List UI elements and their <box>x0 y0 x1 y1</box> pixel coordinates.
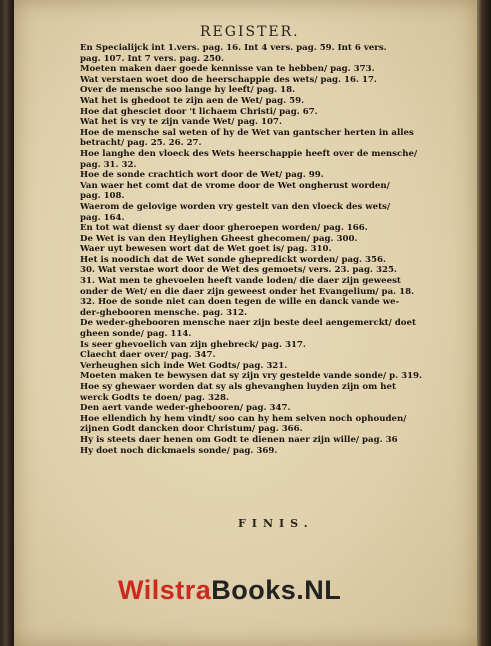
watermark-part2: Books.NL <box>211 575 342 605</box>
register-line: gheen sonde/ pag. 114. <box>80 329 192 340</box>
register-line: zijnen Godt dancken door Christum/ pag. 366. <box>80 424 303 435</box>
register-line: 32. Hoe de sonde niet can doen tegen de wille en danck vande we- <box>80 297 400 308</box>
register-line: En Specialijck int 1.vers. pag. 16. Int 4 vers. pag. 59. Int 6 vers. <box>80 43 387 53</box>
register-line: De weder-ghebooren mensche naer zijn beste deel aengemerckt/ doet <box>80 318 416 329</box>
page-header: REGISTER. <box>200 24 300 40</box>
watermark <box>118 575 418 606</box>
register-line: 30. Wat verstae wort door de Wet des gemoets/ vers. 23. pag. 325. <box>80 265 397 276</box>
register-line: De Wet is van den Heylighen Gheest ghecomen/ pag. 300. <box>80 233 358 244</box>
register-line: pag. 107. Int 7 vers. pag. 250. <box>80 53 225 64</box>
register-line: Over de mensche soo lange hy leeft/ pag. 18. <box>80 85 296 96</box>
register-line: Hoe langhe den vloeck des Wets heerschappie heeft over de mensche/ <box>80 148 418 159</box>
register-line: Hoe de sonde crachtich wort door de Wet/ pag. 99. <box>80 170 324 181</box>
register-line: onder de Wet/ en die daer zijn geweest onder het Evangelium/ pa. 18. <box>80 286 415 297</box>
register-line: pag. 31. 32. <box>80 159 137 170</box>
register-line: Het is noodich dat de Wet sonde ghepredickt worden/ pag. 356. <box>80 254 386 265</box>
register-line: Verheughen sich inde Wet Godts/ pag. 321. <box>80 360 288 371</box>
register-line: werck Godts te doen/ pag. 328. <box>80 392 229 403</box>
register-text <box>80 43 452 456</box>
register-line: Wat het is vry te zijn vande Wet/ pag. 107. <box>80 117 282 128</box>
register-line: Moeten maken daer goede kennisse van te hebben/ pag. 373. <box>80 64 375 75</box>
register-line: Wat het is ghedoot te zijn aen de Wet/ pag. 59. <box>80 95 305 106</box>
register-line: Hy is steets daer henen om Godt te dienen naer zijn wille/ pag. 36 <box>80 434 398 445</box>
register-line: Van waer het comt dat de vrome door de Wet ongherust worden/ <box>80 180 390 191</box>
register-line: 31. Wat men te ghevoelen heeft vande loden/ die daer zijn geweest <box>80 276 401 287</box>
register-line: Waerom de gelovige worden vry gestelt van den vloeck des wets/ <box>80 201 391 212</box>
register-line: Hoe dat ghesciet door 't lichaem Christi/ pag. 67. <box>80 106 318 117</box>
register-line: Hoe sy ghewaer worden dat sy als ghevanghen luyden zijn om het <box>80 382 396 392</box>
finis-mark: FINIS. <box>238 517 314 530</box>
register-line: pag. 164. <box>80 212 125 223</box>
register-line: Den aert vande weder-ghebooren/ pag. 347. <box>80 403 291 414</box>
register-line: Hy doet noch dickmaels sonde/ pag. 369. <box>80 445 278 456</box>
register-line: Is seer ghevoelich van zijn ghebreck/ pag. 317. <box>80 339 306 350</box>
register-line: Hoe de mensche sal weten of hy de Wet van gantscher herten in alles <box>80 127 414 138</box>
register-line: Hoe ellendich hy hem vindt/ soo can hy hem selven noch ophouden/ <box>80 413 407 424</box>
register-line: Claecht daer over/ pag. 347. <box>80 350 216 361</box>
register-line: Waer uyt bewesen wort dat de Wet goet is/ pag. 310. <box>80 244 332 255</box>
register-line: der-ghebooren mensche. pag. 312. <box>80 307 248 318</box>
register-line: En tot wat dienst sy daer door gheroepen worden/ pag. 166. <box>80 223 368 234</box>
register-line: betracht/ pag. 25. 26. 27. <box>80 138 202 149</box>
register-line: Moeten maken te bewysen dat sy zijn vry gestelde vande sonde/ p. 319. <box>80 371 423 382</box>
register-line: Wat verstaen woet doo de heerschappie des wets/ pag. 16. 17. <box>80 74 377 85</box>
book-spine-edge <box>477 0 491 646</box>
register-line: pag. 108. <box>80 191 125 202</box>
watermark-part1: Wilstra <box>118 575 212 605</box>
